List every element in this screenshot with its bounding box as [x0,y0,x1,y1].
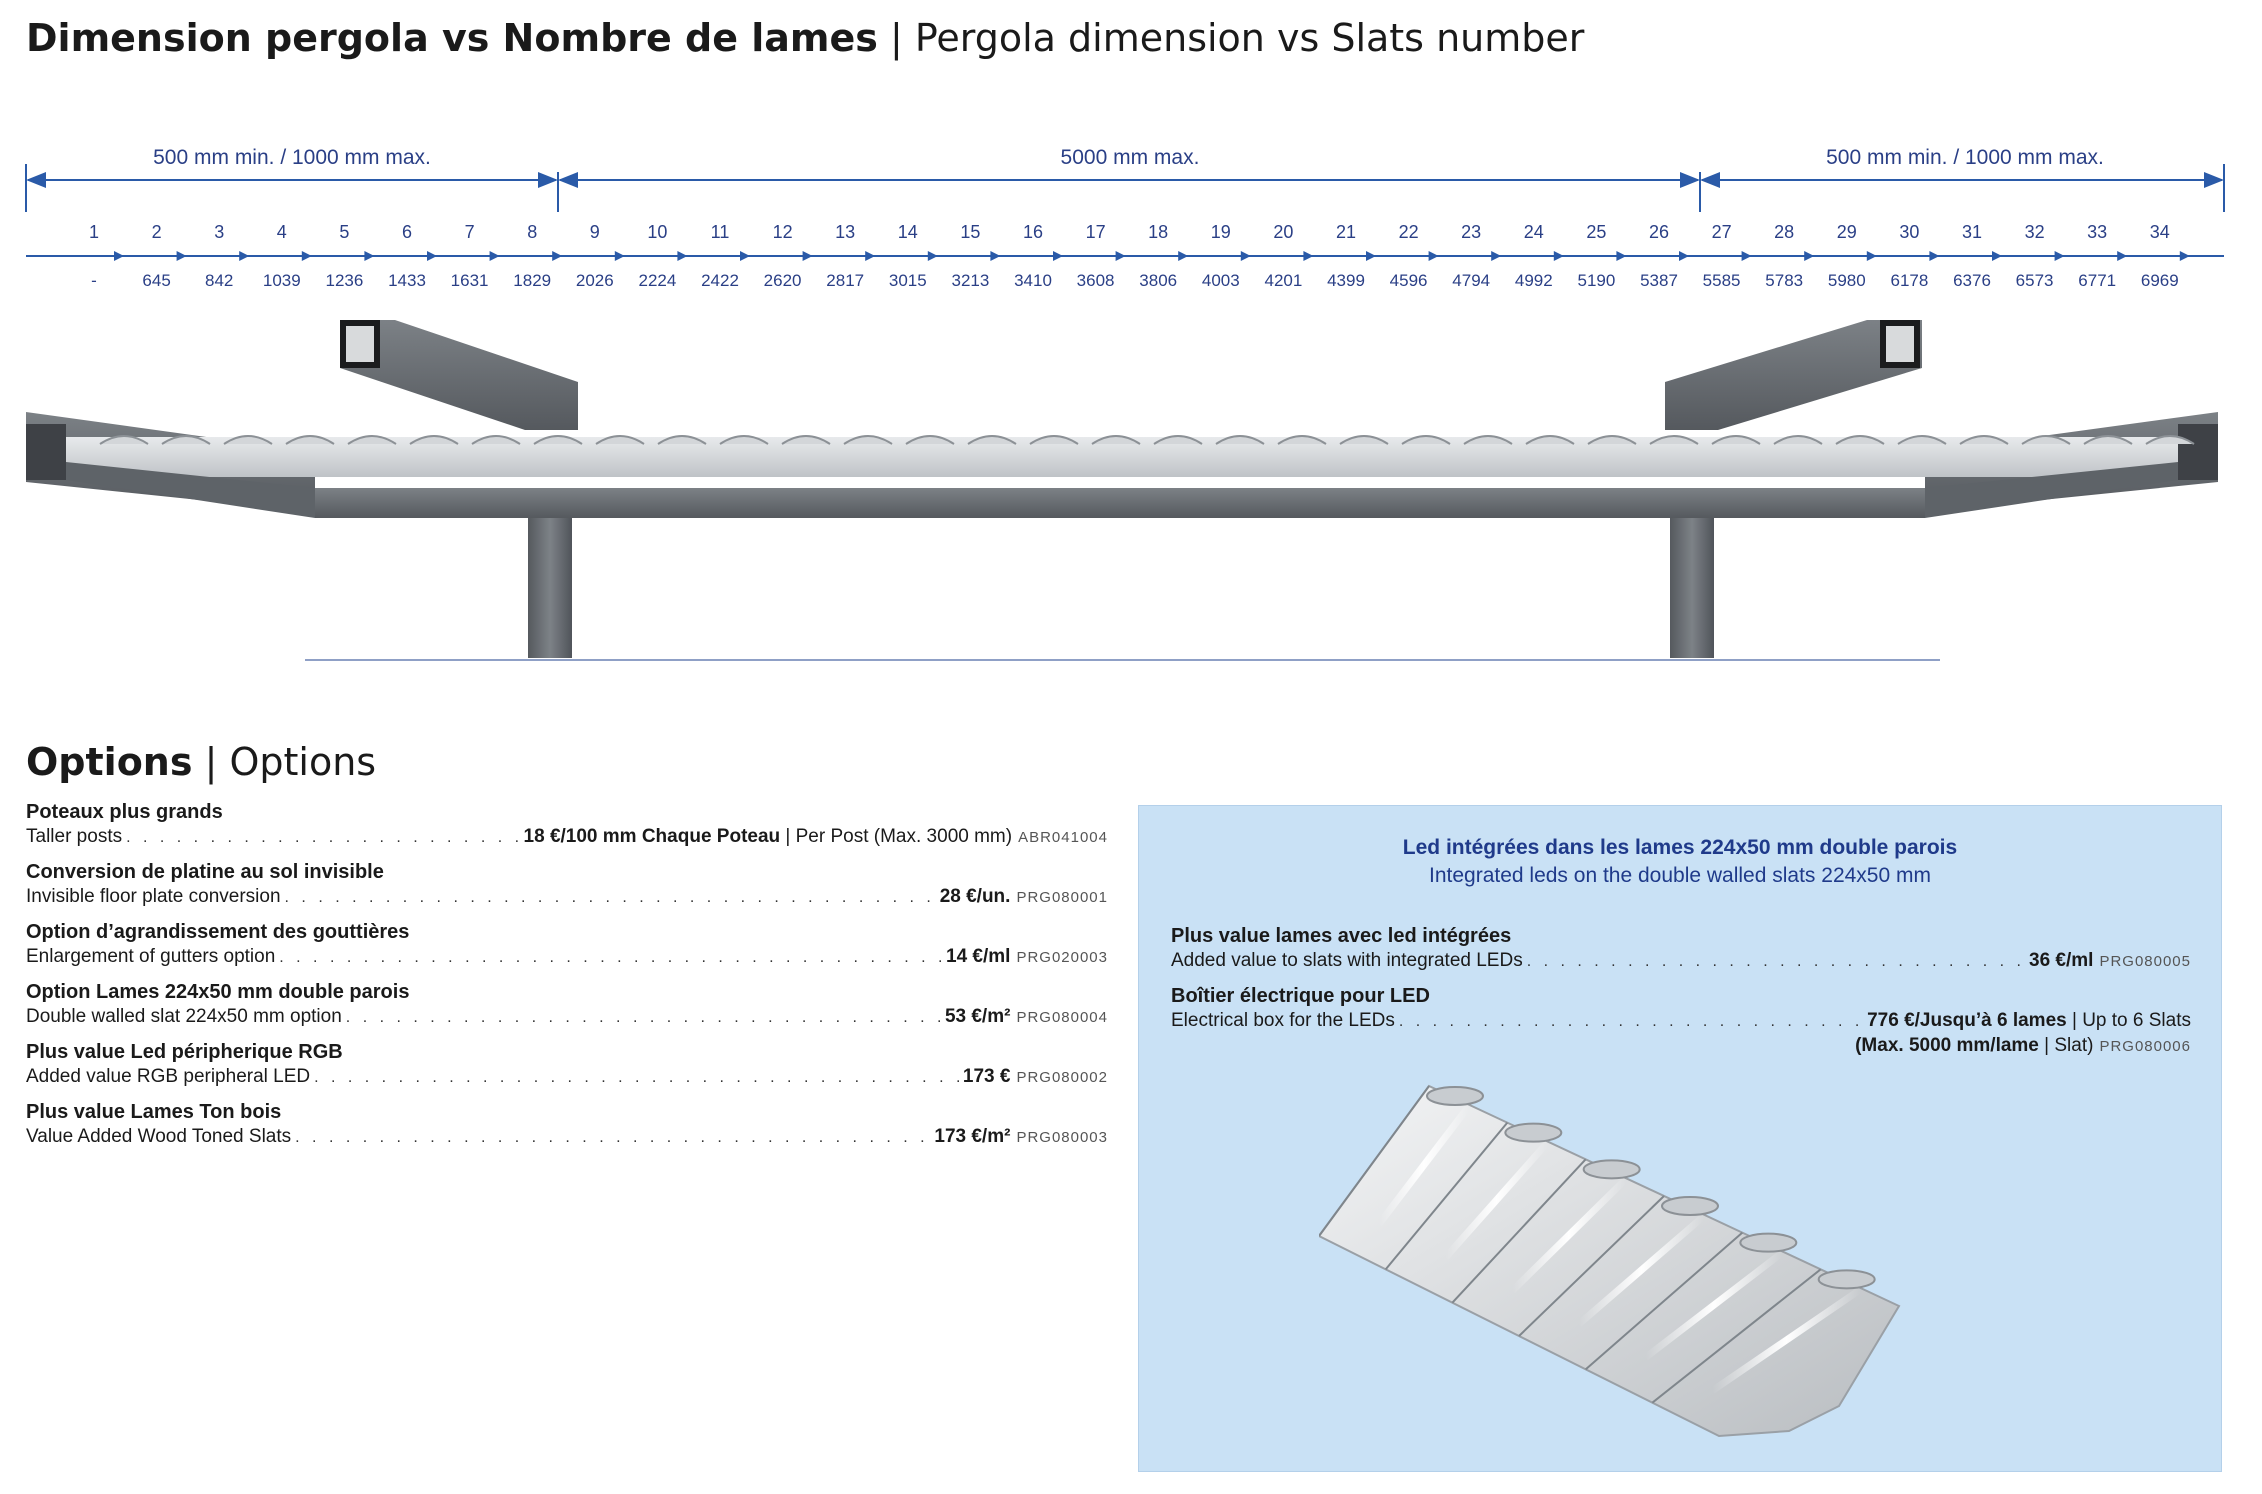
option-price [524,825,1013,849]
right-range-label: 500 mm min. / 1000 mm max. [1826,146,2104,169]
option-item [26,1040,1108,1090]
slat-dimension: 1829 [513,271,552,290]
slat-number: 5 [339,222,350,242]
option-price [934,1125,1010,1149]
led-slat-cap [1505,1124,1561,1142]
led-panel-subtitle: Integrated leds on the double walled slats 224x50 mm [1429,864,1931,887]
slat-arrow [1303,251,1313,261]
slat-arrow [1116,251,1126,261]
slat-dimension: 3410 [1014,271,1052,290]
options-title-bold: Options [26,740,193,784]
led-extra-rest: | Slat) [2038,1035,2094,1056]
slat-dimension: 5387 [1640,271,1678,290]
option-price [1867,1009,2191,1033]
slat-number: 26 [1648,222,1670,242]
led-panel [1138,805,2222,1472]
slat-arrow [239,251,249,261]
slat-arrow [2117,251,2127,261]
slat-number: 2 [151,222,162,242]
slat-number: 21 [1335,222,1357,242]
option-code: PRG080003 [1016,1129,1108,1146]
slat-arrow [803,251,813,261]
slat-arrow [2055,251,2065,261]
option-item [26,800,1108,850]
option-fr: Conversion de platine au sol invisible [26,861,384,883]
option-fr: Plus value lames avec led intégrées [1171,925,1512,947]
slat-arrow [1178,251,1188,261]
slat-arrow [1491,251,1501,261]
slat-dimension: 4596 [1389,271,1428,290]
slat-arrow [865,251,875,261]
slat-number: 32 [2024,222,2045,242]
option-item [26,860,1108,910]
option-item [26,980,1108,1030]
slat-number: 28 [1774,222,1795,242]
led-slats-illustration [1319,1076,2059,1456]
slat-dimension: - [91,271,97,290]
slat-number: 17 [1085,222,1106,242]
slat-arrow [2180,251,2190,261]
slat-number: 9 [589,222,600,242]
slat-number: 19 [1210,222,1231,242]
led-option-item [1171,984,2191,1059]
slat-number: 8 [527,222,538,242]
slat-number: 23 [1461,222,1482,242]
slat-number: 13 [835,222,856,242]
slat-arrow [177,251,187,261]
slat-number: 25 [1586,222,1607,242]
option-code: ABR041004 [1018,829,1108,846]
slat-number: 18 [1148,222,1169,242]
led-extra-code: PRG080006 [2099,1038,2191,1055]
option-price-bold: 173 €/m² [934,1126,1011,1147]
slat-dimension: 2422 [701,271,739,290]
option-code: PRG080002 [1016,1069,1108,1086]
slat-arrow [740,251,750,261]
slat-number: 22 [1398,222,1419,242]
slat-dimension: 5190 [1577,271,1616,290]
option-en: Added value to slats with integrated LEDs [1171,950,1523,971]
slat-dimension: 645 [142,271,171,290]
slat-dimension: 5585 [1702,271,1741,290]
option-fr: Option d’agrandissement des gouttières [26,921,410,943]
option-price [940,885,1011,909]
option-en: Value Added Wood Toned Slats [26,1126,292,1147]
option-price [2029,949,2093,973]
slat-arrow [1366,251,1376,261]
slat-dimension: 5783 [1765,271,1804,290]
option-fr: Plus value Lames Ton bois [26,1101,282,1123]
slat-arrow [928,251,938,261]
slat-number: 11 [710,222,730,242]
slat-number: 29 [1836,222,1857,242]
slat-dimension: 6969 [2140,271,2179,290]
slat-dimension: 1631 [450,271,489,290]
option-price-rest: | Per Post (Max. 3000 mm) [780,826,1013,847]
slat-dimension: 3806 [1139,271,1178,290]
title-separator: | [877,16,915,60]
slat-arrow [677,251,687,261]
slat-numbers [89,222,2170,242]
slat-dimension: 2620 [763,271,802,290]
slat-dimension: 2817 [826,271,865,290]
slat-dimension: 4794 [1452,271,1491,290]
slat-dimension: 1433 [388,271,426,290]
slat-dimension: 842 [205,271,234,290]
option-en: Enlargement of gutters option [26,946,276,967]
led-extra-line [1171,1034,2191,1059]
option-price [963,1065,1011,1089]
page-title [26,14,1584,62]
options-title-separator: | [192,740,230,784]
slat-number: 12 [772,222,793,242]
slat-arrow [615,251,625,261]
pergola-illustration [0,312,2262,672]
options-title-light: Options [229,740,377,784]
option-en: Double walled slat 224x50 mm option [26,1006,342,1027]
slat-number: 15 [960,222,981,242]
slat-arrow [1742,251,1752,261]
dimension-scale [0,130,2262,300]
slat-arrow [1929,251,1939,261]
led-slat-cap [1427,1087,1483,1105]
led-options-list [1171,924,2191,1059]
slat-arrow [114,251,124,261]
option-price [946,945,1010,969]
slat-arrow [990,251,1000,261]
slat-dimension: 2026 [575,271,614,290]
slat-arrow [1053,251,1063,261]
slat-dimension: 6376 [1953,271,1991,290]
option-item [26,1100,1108,1150]
option-fr: Plus value Led péripherique RGB [26,1041,343,1063]
slat-number: 3 [214,222,225,242]
slat-dimension: 4992 [1514,271,1553,290]
slat-arrow [1804,251,1814,261]
slat-arrows [26,251,2224,261]
center-range-label: 5000 mm max. [1060,146,1200,169]
led-panel-title: Led intégrées dans les lames 224x50 mm double parois [1402,836,1958,859]
slat-number: 1 [88,222,100,242]
slat-number: 10 [647,222,668,242]
slat-arrow [490,251,500,261]
slat-number: 31 [1961,222,1983,242]
option-price-bold: 53 €/m² [944,1006,1011,1027]
slat-dimension: 1039 [262,271,301,290]
led-extra-bold: (Max. 5000 mm/lame [1855,1035,2039,1056]
option-price-bold: 173 € [962,1066,1011,1087]
slat-dimension: 6178 [1890,271,1929,290]
options-title [26,738,376,786]
option-code: PRG080005 [2099,953,2191,970]
option-code: PRG080004 [1016,1009,1108,1026]
slat-number: 7 [464,222,475,242]
title-en: Pergola dimension vs Slats number [914,16,1585,60]
option-en: Electrical box for the LEDs [1171,1010,1395,1031]
slat-dimension: 3015 [888,271,927,290]
slat-number: 27 [1711,222,1732,242]
slat-number: 14 [897,222,918,242]
slat-arrow [1992,251,2002,261]
slat-dimensions [91,271,2179,290]
slat-dimension: 4003 [1201,271,1240,290]
slat-dimension: 4399 [1327,271,1365,290]
slat-number: 6 [401,222,413,242]
slat-arrow [1241,251,1251,261]
slat-number: 33 [2087,222,2108,242]
slat-dimension: 3608 [1076,271,1115,290]
left-range-label: 500 mm min. / 1000 mm max. [153,146,431,169]
slat-dimension: 6771 [2078,271,2117,290]
slat-arrow [1616,251,1626,261]
slat-dimension: 2224 [638,271,677,290]
slat-dimension: 1236 [325,271,364,290]
option-price-rest: | Up to 6 Slats [2066,1010,2191,1031]
led-slat-cap [1819,1270,1875,1288]
option-fr: Boîtier électrique pour LED [1171,985,1430,1007]
slat-dimension: 6573 [2015,271,2054,290]
option-price-bold: 28 €/un. [939,886,1011,907]
option-en: Added value RGB peripheral LED [26,1066,311,1087]
slat-arrow [427,251,437,261]
option-code: PRG020003 [1016,949,1108,966]
slat-number: 20 [1273,222,1294,242]
options-list [26,800,1108,1160]
slat-number: 34 [2149,222,2170,242]
slat-arrow [552,251,562,261]
option-fr: Option Lames 224x50 mm double parois [26,981,410,1003]
slat-arrow [302,251,312,261]
option-code: PRG080001 [1016,889,1108,906]
led-slat-cap [1662,1197,1718,1215]
slat-arrow [1867,251,1877,261]
option-price-bold: 14 €/ml [946,946,1011,967]
slat-arrow [1679,251,1689,261]
led-option-item [1171,924,2191,974]
slat-arrow [1554,251,1564,261]
slat-number: 16 [1022,222,1044,242]
option-price-bold: 18 €/100 mm Chaque Poteau [523,826,781,847]
slat-number: 30 [1899,222,1920,242]
option-en: Taller posts [26,826,123,847]
slat-dimension: 3213 [951,271,990,290]
slat-number: 4 [276,222,287,242]
option-price [945,1005,1010,1029]
slat-number: 24 [1523,222,1544,242]
slat-dimension: 5980 [1827,271,1866,290]
title-fr: Dimension pergola vs Nombre de lames [26,16,878,60]
option-price-bold: 36 €/ml [2029,950,2094,971]
option-item [26,920,1108,970]
led-slat-cap [1740,1234,1796,1252]
led-slat-cap [1584,1160,1640,1178]
option-en: Invisible floor plate conversion [26,886,281,907]
slat-arrow [364,251,374,261]
option-fr: Poteaux plus grands [26,801,223,823]
slat-arrow [1429,251,1439,261]
slat-dimension: 4201 [1264,271,1303,290]
option-price-bold: 776 €/Jusqu’à 6 lames [1867,1010,2067,1031]
